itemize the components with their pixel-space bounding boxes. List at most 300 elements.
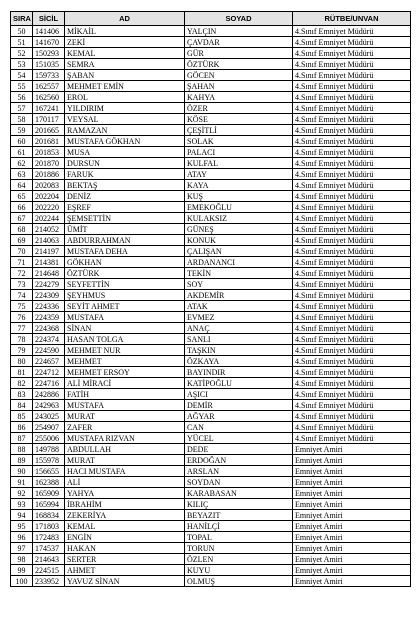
sicil-cell: 224716	[33, 378, 65, 389]
rutbe-cell: Emniyet Amiri	[293, 543, 411, 554]
soyad-cell: HANİLÇİ	[185, 521, 293, 532]
soyad-cell: SOY	[185, 279, 293, 290]
soyad-cell: ARSLAN	[185, 466, 293, 477]
sira-cell: 53	[11, 59, 33, 70]
sicil-cell: 170117	[33, 114, 65, 125]
sira-cell: 67	[11, 213, 33, 224]
sicil-cell: 172483	[33, 532, 65, 543]
sicil-cell: 165994	[33, 499, 65, 510]
sicil-cell: 151035	[33, 59, 65, 70]
rutbe-cell: 4.Sınıf Emniyet Müdürü	[293, 422, 411, 433]
table-row	[11, 59, 411, 70]
ad-cell: MUSTAFA	[65, 400, 185, 411]
rutbe-cell: 4.Sınıf Emniyet Müdürü	[293, 411, 411, 422]
table-row	[11, 356, 411, 367]
soyad-cell: SOYDAN	[185, 477, 293, 488]
table-row	[11, 433, 411, 444]
soyad-cell: KONUK	[185, 235, 293, 246]
sicil-cell: 243025	[33, 411, 65, 422]
sira-cell: 60	[11, 136, 33, 147]
table-row	[11, 268, 411, 279]
table-row	[11, 257, 411, 268]
ad-cell: ÜMİT	[65, 224, 185, 235]
rutbe-cell: 4.Sınıf Emniyet Müdürü	[293, 114, 411, 125]
table-row	[11, 235, 411, 246]
ad-cell: HAKAN	[65, 543, 185, 554]
soyad-cell: YÜCEL	[185, 433, 293, 444]
soyad-cell: YALÇIN	[185, 26, 293, 37]
sira-cell: 98	[11, 554, 33, 565]
sira-cell: 62	[11, 158, 33, 169]
ad-cell: ZAFER	[65, 422, 185, 433]
rutbe-cell: 4.Sınıf Emniyet Müdürü	[293, 235, 411, 246]
table-row	[11, 510, 411, 521]
soyad-cell: ÇAVDAR	[185, 37, 293, 48]
table-row	[11, 103, 411, 114]
rutbe-cell: Emniyet Amiri	[293, 466, 411, 477]
sira-cell: 68	[11, 224, 33, 235]
table-row	[11, 323, 411, 334]
rutbe-cell: 4.Sınıf Emniyet Müdürü	[293, 345, 411, 356]
ad-cell: MEHMET ERSOY	[65, 367, 185, 378]
header-ad: AD	[65, 12, 185, 26]
rutbe-cell: 4.Sınıf Emniyet Müdürü	[293, 191, 411, 202]
ad-cell: BEKTAŞ	[65, 180, 185, 191]
ad-cell: RAMAZAN	[65, 125, 185, 136]
sicil-cell: 168834	[33, 510, 65, 521]
sicil-cell: 224515	[33, 565, 65, 576]
table-row	[11, 466, 411, 477]
ad-cell: FATİH	[65, 389, 185, 400]
sira-cell: 58	[11, 114, 33, 125]
soyad-cell: ÖZLEN	[185, 554, 293, 565]
sira-cell: 88	[11, 444, 33, 455]
ad-cell: ABDULLAH	[65, 444, 185, 455]
sicil-cell: 149788	[33, 444, 65, 455]
table-row	[11, 378, 411, 389]
rutbe-cell: 4.Sınıf Emniyet Müdürü	[293, 59, 411, 70]
ad-cell: MUSTAFA RIZVAN	[65, 433, 185, 444]
sicil-cell: 233952	[33, 576, 65, 587]
soyad-cell: DEDE	[185, 444, 293, 455]
ad-cell: KEMAL	[65, 521, 185, 532]
ad-cell: SEMRA	[65, 59, 185, 70]
ad-cell: ABDURRAHMAN	[65, 235, 185, 246]
sicil-cell: 201665	[33, 125, 65, 136]
sira-cell: 89	[11, 455, 33, 466]
rutbe-cell: 4.Sınıf Emniyet Müdürü	[293, 367, 411, 378]
rutbe-cell: Emniyet Amiri	[293, 521, 411, 532]
ad-cell: SEYFETTİN	[65, 279, 185, 290]
table-row	[11, 543, 411, 554]
sicil-cell: 224309	[33, 290, 65, 301]
table-row	[11, 92, 411, 103]
ad-cell: KEMAL	[65, 48, 185, 59]
table-row	[11, 125, 411, 136]
sira-cell: 72	[11, 268, 33, 279]
table-row	[11, 301, 411, 312]
rutbe-cell: 4.Sınıf Emniyet Müdürü	[293, 37, 411, 48]
table-row	[11, 554, 411, 565]
sira-cell: 95	[11, 521, 33, 532]
ad-cell: ŞEYHMUS	[65, 290, 185, 301]
sicil-cell: 201870	[33, 158, 65, 169]
table-row	[11, 312, 411, 323]
soyad-cell: ATAY	[185, 169, 293, 180]
table-body	[11, 26, 411, 587]
sicil-cell: 201886	[33, 169, 65, 180]
soyad-cell: TEKİN	[185, 268, 293, 279]
ad-cell: ALİ	[65, 477, 185, 488]
rutbe-cell: 4.Sınıf Emniyet Müdürü	[293, 81, 411, 92]
ad-cell: ŞABAN	[65, 70, 185, 81]
ad-cell: HASAN TOLGA	[65, 334, 185, 345]
sira-cell: 69	[11, 235, 33, 246]
sicil-cell: 224590	[33, 345, 65, 356]
table-row	[11, 158, 411, 169]
sira-cell: 99	[11, 565, 33, 576]
header-sira: SIRA	[11, 12, 33, 26]
table-row	[11, 202, 411, 213]
sira-cell: 56	[11, 92, 33, 103]
sira-cell: 57	[11, 103, 33, 114]
soyad-cell: SOLAK	[185, 136, 293, 147]
table-row	[11, 37, 411, 48]
rutbe-cell: Emniyet Amiri	[293, 488, 411, 499]
soyad-cell: KUŞ	[185, 191, 293, 202]
sira-cell: 100	[11, 576, 33, 587]
table-row	[11, 147, 411, 158]
table-row	[11, 411, 411, 422]
ad-cell: MUSTAFA GÖKHAN	[65, 136, 185, 147]
table-row	[11, 488, 411, 499]
soyad-cell: GÖCEN	[185, 70, 293, 81]
table-row	[11, 565, 411, 576]
sira-cell: 51	[11, 37, 33, 48]
rutbe-cell: 4.Sınıf Emniyet Müdürü	[293, 301, 411, 312]
ad-cell: YAVUZ SİNAN	[65, 576, 185, 587]
rutbe-cell: 4.Sınıf Emniyet Müdürü	[293, 202, 411, 213]
sira-cell: 78	[11, 334, 33, 345]
rutbe-cell: 4.Sınıf Emniyet Müdürü	[293, 400, 411, 411]
sira-cell: 94	[11, 510, 33, 521]
sira-cell: 80	[11, 356, 33, 367]
rutbe-cell: 4.Sınıf Emniyet Müdürü	[293, 246, 411, 257]
sira-cell: 93	[11, 499, 33, 510]
table-row	[11, 422, 411, 433]
soyad-cell: KATİPOĞLU	[185, 378, 293, 389]
sicil-cell: 201681	[33, 136, 65, 147]
sira-cell: 55	[11, 81, 33, 92]
sira-cell: 86	[11, 422, 33, 433]
rutbe-cell: Emniyet Amiri	[293, 455, 411, 466]
rutbe-cell: Emniyet Amiri	[293, 510, 411, 521]
rutbe-cell: Emniyet Amiri	[293, 477, 411, 488]
soyad-cell: ÇALIŞAN	[185, 246, 293, 257]
soyad-cell: AĞYAR	[185, 411, 293, 422]
ad-cell: DURSUN	[65, 158, 185, 169]
table-row	[11, 114, 411, 125]
ad-cell: SİNAN	[65, 323, 185, 334]
soyad-cell: DEMİR	[185, 400, 293, 411]
soyad-cell: ATAK	[185, 301, 293, 312]
sira-cell: 84	[11, 400, 33, 411]
rutbe-cell: Emniyet Amiri	[293, 565, 411, 576]
soyad-cell: AKDEMİR	[185, 290, 293, 301]
rutbe-cell: 4.Sınıf Emniyet Müdürü	[293, 334, 411, 345]
sicil-cell: 162560	[33, 92, 65, 103]
soyad-cell: KARABASAN	[185, 488, 293, 499]
soyad-cell: KULAKSIZ	[185, 213, 293, 224]
ad-cell: DENİZ	[65, 191, 185, 202]
sira-cell: 65	[11, 191, 33, 202]
soyad-cell: TORUN	[185, 543, 293, 554]
sicil-cell: 202083	[33, 180, 65, 191]
soyad-cell: ŞAHAN	[185, 81, 293, 92]
sira-cell: 90	[11, 466, 33, 477]
ad-cell: VEYSAL	[65, 114, 185, 125]
sicil-cell: 165909	[33, 488, 65, 499]
ad-cell: MEHMET	[65, 356, 185, 367]
table-row	[11, 279, 411, 290]
soyad-cell: EMEKOĞLU	[185, 202, 293, 213]
soyad-cell: TOPAL	[185, 532, 293, 543]
rutbe-cell: 4.Sınıf Emniyet Müdürü	[293, 125, 411, 136]
ad-cell: MURAT	[65, 455, 185, 466]
soyad-cell: ÖZKAYA	[185, 356, 293, 367]
sira-cell: 61	[11, 147, 33, 158]
rutbe-cell: 4.Sınıf Emniyet Müdürü	[293, 389, 411, 400]
ad-cell: ÖZTÜRK	[65, 268, 185, 279]
sira-cell: 77	[11, 323, 33, 334]
sicil-cell: 242963	[33, 400, 65, 411]
sicil-cell: 214052	[33, 224, 65, 235]
table-row	[11, 213, 411, 224]
rutbe-cell: 4.Sınıf Emniyet Müdürü	[293, 433, 411, 444]
rutbe-cell: 4.Sınıf Emniyet Müdürü	[293, 26, 411, 37]
soyad-cell: ARDANANCI	[185, 257, 293, 268]
soyad-cell: PALACI	[185, 147, 293, 158]
rutbe-cell: 4.Sınıf Emniyet Müdürü	[293, 180, 411, 191]
rutbe-cell: 4.Sınıf Emniyet Müdürü	[293, 312, 411, 323]
table-row	[11, 246, 411, 257]
rutbe-cell: 4.Sınıf Emniyet Müdürü	[293, 169, 411, 180]
ad-cell: İBRAHİM	[65, 499, 185, 510]
table-row	[11, 136, 411, 147]
sicil-cell: 174537	[33, 543, 65, 554]
rutbe-cell: 4.Sınıf Emniyet Müdürü	[293, 147, 411, 158]
rutbe-cell: 4.Sınıf Emniyet Müdürü	[293, 378, 411, 389]
ad-cell: MİKAİL	[65, 26, 185, 37]
soyad-cell: ANAÇ	[185, 323, 293, 334]
sicil-cell: 171803	[33, 521, 65, 532]
sicil-cell: 201853	[33, 147, 65, 158]
soyad-cell: KAYA	[185, 180, 293, 191]
rutbe-cell: 4.Sınıf Emniyet Müdürü	[293, 279, 411, 290]
table-row	[11, 499, 411, 510]
ad-cell: MURAT	[65, 411, 185, 422]
sicil-cell: 159733	[33, 70, 65, 81]
table-header-row	[11, 12, 411, 26]
rutbe-cell: 4.Sınıf Emniyet Müdürü	[293, 48, 411, 59]
sicil-cell: 214063	[33, 235, 65, 246]
soyad-cell: EVMEZ	[185, 312, 293, 323]
sira-cell: 63	[11, 169, 33, 180]
soyad-cell: CAN	[185, 422, 293, 433]
table-row	[11, 576, 411, 587]
sira-cell: 59	[11, 125, 33, 136]
soyad-cell: SANLI	[185, 334, 293, 345]
rutbe-cell: Emniyet Amiri	[293, 532, 411, 543]
sicil-cell: 202244	[33, 213, 65, 224]
soyad-cell: KÖSE	[185, 114, 293, 125]
ad-cell: MUSTAFA	[65, 312, 185, 323]
ad-cell: SEYİT AHMET	[65, 301, 185, 312]
ad-cell: ZEKERİYA	[65, 510, 185, 521]
table-row	[11, 455, 411, 466]
sicil-cell: 156655	[33, 466, 65, 477]
personnel-table	[10, 11, 411, 587]
rutbe-cell: 4.Sınıf Emniyet Müdürü	[293, 70, 411, 81]
sicil-cell: 214197	[33, 246, 65, 257]
ad-cell: SERTER	[65, 554, 185, 565]
ad-cell: MEHMET NUR	[65, 345, 185, 356]
ad-cell: HACI MUSTAFA	[65, 466, 185, 477]
table-row	[11, 400, 411, 411]
sira-cell: 91	[11, 477, 33, 488]
soyad-cell: TAŞKIN	[185, 345, 293, 356]
sira-cell: 92	[11, 488, 33, 499]
table-row	[11, 48, 411, 59]
rutbe-cell: 4.Sınıf Emniyet Müdürü	[293, 323, 411, 334]
sira-cell: 73	[11, 279, 33, 290]
table-row	[11, 444, 411, 455]
rutbe-cell: 4.Sınıf Emniyet Müdürü	[293, 158, 411, 169]
rutbe-cell: 4.Sınıf Emniyet Müdürü	[293, 92, 411, 103]
sicil-cell: 214643	[33, 554, 65, 565]
rutbe-cell: Emniyet Amiri	[293, 554, 411, 565]
table-row	[11, 290, 411, 301]
sicil-cell: 224712	[33, 367, 65, 378]
sicil-cell: 224336	[33, 301, 65, 312]
soyad-cell: ÖZTÜRK	[185, 59, 293, 70]
sira-cell: 70	[11, 246, 33, 257]
ad-cell: ŞEMSETTİN	[65, 213, 185, 224]
table-row	[11, 81, 411, 92]
ad-cell: ALİ MİRACİ	[65, 378, 185, 389]
sira-cell: 79	[11, 345, 33, 356]
rutbe-cell: 4.Sınıf Emniyet Müdürü	[293, 268, 411, 279]
sicil-cell: 255006	[33, 433, 65, 444]
soyad-cell: GÜR	[185, 48, 293, 59]
soyad-cell: OLMUŞ	[185, 576, 293, 587]
sicil-cell: 155978	[33, 455, 65, 466]
sira-cell: 83	[11, 389, 33, 400]
rutbe-cell: Emniyet Amiri	[293, 499, 411, 510]
table-row	[11, 334, 411, 345]
soyad-cell: KUYU	[185, 565, 293, 576]
sira-cell: 50	[11, 26, 33, 37]
table-row	[11, 367, 411, 378]
sicil-cell: 162388	[33, 477, 65, 488]
soyad-cell: GÜNEŞ	[185, 224, 293, 235]
rutbe-cell: 4.Sınıf Emniyet Müdürü	[293, 257, 411, 268]
ad-cell: GÖKHAN	[65, 257, 185, 268]
sicil-cell: 202204	[33, 191, 65, 202]
soyad-cell: KILIÇ	[185, 499, 293, 510]
table-row	[11, 169, 411, 180]
sira-cell: 87	[11, 433, 33, 444]
table-row	[11, 521, 411, 532]
sira-cell: 97	[11, 543, 33, 554]
table-row	[11, 70, 411, 81]
header-rutbe: RÜTBE/UNVAN	[293, 12, 411, 26]
ad-cell: MUSTAFA DEHA	[65, 246, 185, 257]
sira-cell: 82	[11, 378, 33, 389]
soyad-cell: KULFAL	[185, 158, 293, 169]
ad-cell: MUSA	[65, 147, 185, 158]
header-soyad: SOYAD	[185, 12, 293, 26]
ad-cell: FARUK	[65, 169, 185, 180]
soyad-cell: ÇEŞİTLİ	[185, 125, 293, 136]
soyad-cell: ÖZER	[185, 103, 293, 114]
sicil-cell: 150293	[33, 48, 65, 59]
ad-cell: YAHYA	[65, 488, 185, 499]
sicil-cell: 224368	[33, 323, 65, 334]
ad-cell: ZEKİ	[65, 37, 185, 48]
sicil-cell: 224279	[33, 279, 65, 290]
ad-cell: EROL	[65, 92, 185, 103]
soyad-cell: KAHYA	[185, 92, 293, 103]
sicil-cell: 167241	[33, 103, 65, 114]
sicil-cell: 224374	[33, 334, 65, 345]
sira-cell: 75	[11, 301, 33, 312]
sira-cell: 64	[11, 180, 33, 191]
sira-cell: 76	[11, 312, 33, 323]
sicil-cell: 162557	[33, 81, 65, 92]
table-row	[11, 389, 411, 400]
ad-cell: MEHMET EMİN	[65, 81, 185, 92]
table-row	[11, 345, 411, 356]
sicil-cell: 141406	[33, 26, 65, 37]
soyad-cell: ERDOĞAN	[185, 455, 293, 466]
sira-cell: 66	[11, 202, 33, 213]
rutbe-cell: 4.Sınıf Emniyet Müdürü	[293, 103, 411, 114]
soyad-cell: AŞICI	[185, 389, 293, 400]
sira-cell: 71	[11, 257, 33, 268]
sicil-cell: 224657	[33, 356, 65, 367]
sira-cell: 54	[11, 70, 33, 81]
table-row	[11, 224, 411, 235]
sicil-cell: 202220	[33, 202, 65, 213]
rutbe-cell: 4.Sınıf Emniyet Müdürü	[293, 224, 411, 235]
table-row	[11, 191, 411, 202]
rutbe-cell: Emniyet Amiri	[293, 576, 411, 587]
sira-cell: 96	[11, 532, 33, 543]
sicil-cell: 214648	[33, 268, 65, 279]
sicil-cell: 141670	[33, 37, 65, 48]
table-row	[11, 532, 411, 543]
table-row	[11, 180, 411, 191]
rutbe-cell: 4.Sınıf Emniyet Müdürü	[293, 136, 411, 147]
sicil-cell: 254907	[33, 422, 65, 433]
table-row	[11, 26, 411, 37]
table-row	[11, 477, 411, 488]
ad-cell: YILDIRIM	[65, 103, 185, 114]
rutbe-cell: 4.Sınıf Emniyet Müdürü	[293, 290, 411, 301]
rutbe-cell: 4.Sınıf Emniyet Müdürü	[293, 213, 411, 224]
sira-cell: 85	[11, 411, 33, 422]
